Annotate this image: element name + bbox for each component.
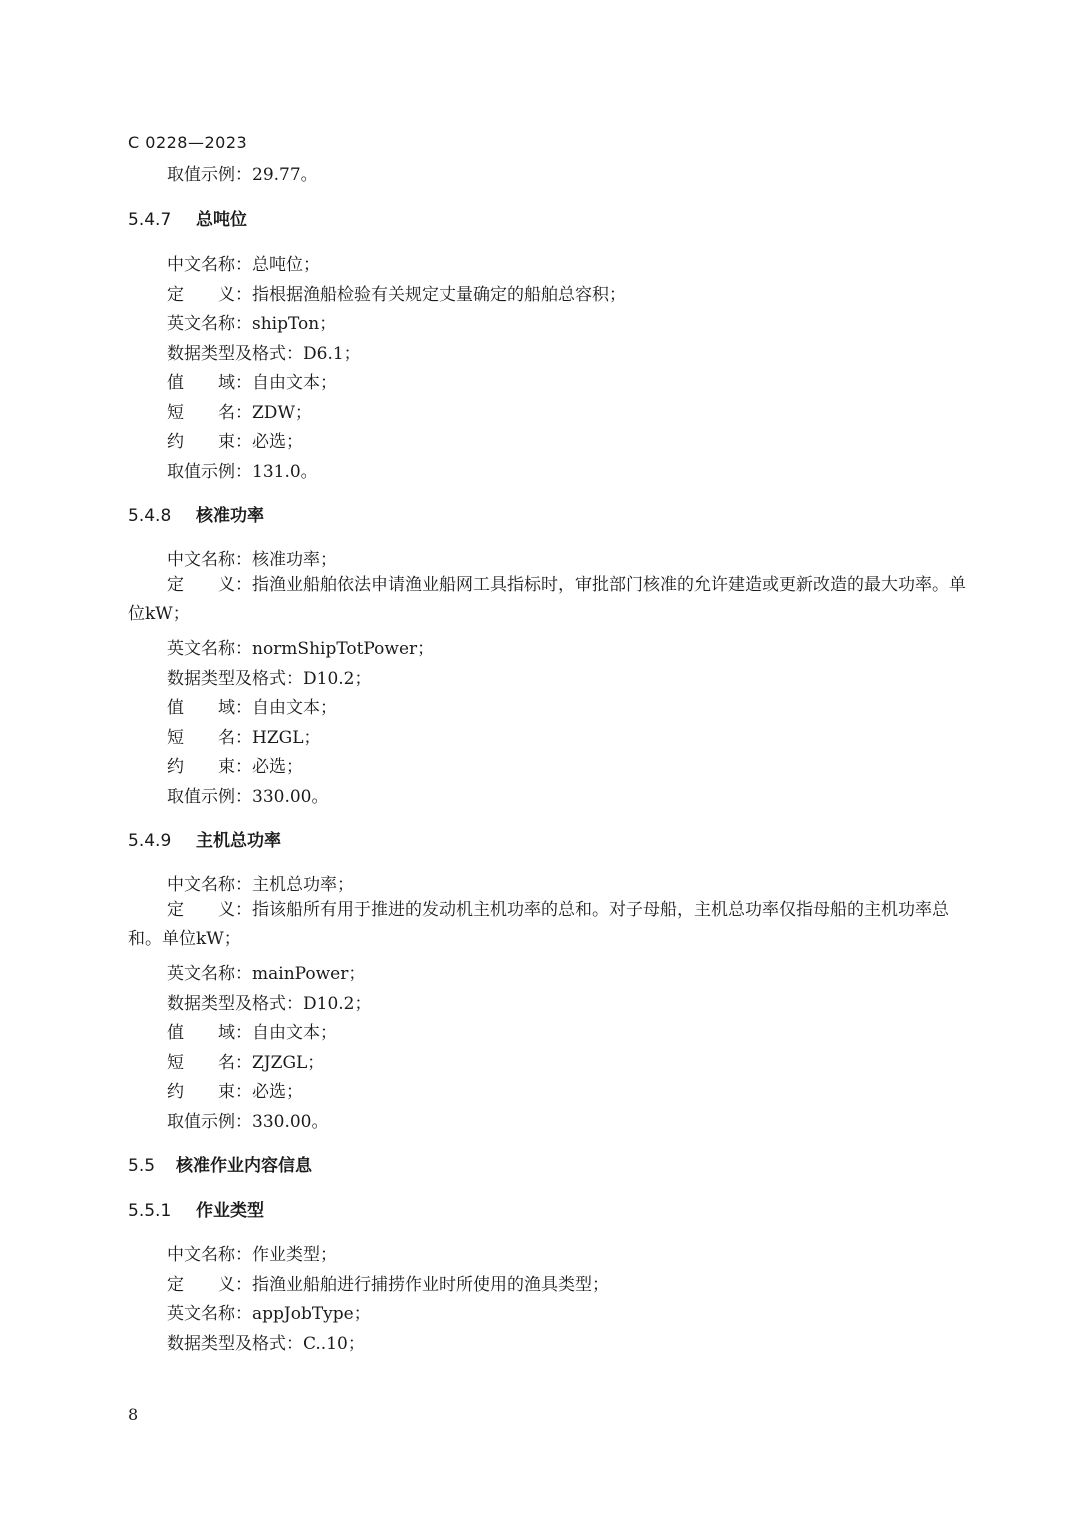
field-line: 值 域：自由文本； bbox=[167, 1023, 337, 1043]
field-line: 中文名称：总吨位； bbox=[167, 255, 320, 275]
section-title: 主机总功率 bbox=[196, 831, 281, 851]
definition-paragraph bbox=[128, 571, 978, 629]
field-line: 中文名称：核准功率； bbox=[167, 550, 337, 570]
field-line: 取值示例：131.0。 bbox=[167, 462, 318, 482]
section-heading-5-4-7 bbox=[128, 205, 247, 230]
field-line: 值 域：自由文本； bbox=[167, 373, 337, 393]
section-number: 5.5.1 bbox=[128, 1201, 172, 1221]
field-line: 取值示例：330.00。 bbox=[167, 787, 329, 807]
field-line: 数据类型及格式：D10.2； bbox=[167, 994, 372, 1014]
field-line: 英文名称：mainPower； bbox=[167, 964, 366, 984]
value-example: 取值示例：29.77。 bbox=[167, 165, 318, 185]
section-heading-5-5 bbox=[128, 1151, 312, 1176]
definition-paragraph bbox=[128, 896, 978, 954]
field-line: 数据类型及格式：D6.1； bbox=[167, 344, 361, 364]
section-title: 核准功率 bbox=[196, 506, 264, 526]
definition-text: 定 义：指该船所有用于推进的发动机主机功率的总和。对子母船，主机总功率仅指母船的主机功率总和。单位kW； bbox=[128, 900, 949, 949]
section-number: 5.5 bbox=[128, 1156, 156, 1176]
field-line: 数据类型及格式：D10.2； bbox=[167, 669, 372, 689]
section-number: 5.4.9 bbox=[128, 831, 172, 851]
field-line: 定 义：指渔业船舶进行捕捞作业时所使用的渔具类型； bbox=[167, 1275, 609, 1295]
field-line: 定 义：指根据渔船检验有关规定丈量确定的船舶总容积； bbox=[167, 285, 626, 305]
field-line: 英文名称：appJobType； bbox=[167, 1304, 371, 1324]
section-number: 5.4.8 bbox=[128, 506, 172, 526]
field-line: 中文名称：主机总功率； bbox=[167, 875, 354, 895]
field-line: 数据类型及格式：C..10； bbox=[167, 1334, 365, 1354]
field-line: 中文名称：作业类型； bbox=[167, 1245, 337, 1265]
section-heading-5-5-1 bbox=[128, 1196, 264, 1221]
page-number: 8 bbox=[128, 1405, 139, 1424]
section-heading-5-4-8 bbox=[128, 501, 264, 526]
field-line: 短 名：HZGL； bbox=[167, 728, 321, 748]
field-line: 约 束：必选； bbox=[167, 757, 303, 777]
section-title: 核准作业内容信息 bbox=[176, 1156, 312, 1176]
definition-text: 定 义：指渔业船舶依法申请渔业船网工具指标时，审批部门核准的允许建造或更新改造的最大功率。单位kW； bbox=[128, 575, 966, 624]
field-line: 约 束：必选； bbox=[167, 1082, 303, 1102]
section-heading-5-4-9 bbox=[128, 826, 281, 851]
field-line: 值 域：自由文本； bbox=[167, 698, 337, 718]
field-line: 英文名称：normShipTotPower； bbox=[167, 639, 435, 659]
field-line: 短 名：ZDW； bbox=[167, 403, 312, 423]
section-title: 总吨位 bbox=[196, 210, 247, 230]
field-line: 约 束：必选； bbox=[167, 432, 303, 452]
standard-number-header: C 0228—2023 bbox=[128, 133, 248, 152]
section-title: 作业类型 bbox=[196, 1201, 264, 1221]
field-line: 英文名称：shipTon； bbox=[167, 314, 337, 334]
section-number: 5.4.7 bbox=[128, 210, 172, 230]
field-line: 取值示例：330.00。 bbox=[167, 1112, 329, 1132]
field-line: 短 名：ZJZGL； bbox=[167, 1053, 325, 1073]
